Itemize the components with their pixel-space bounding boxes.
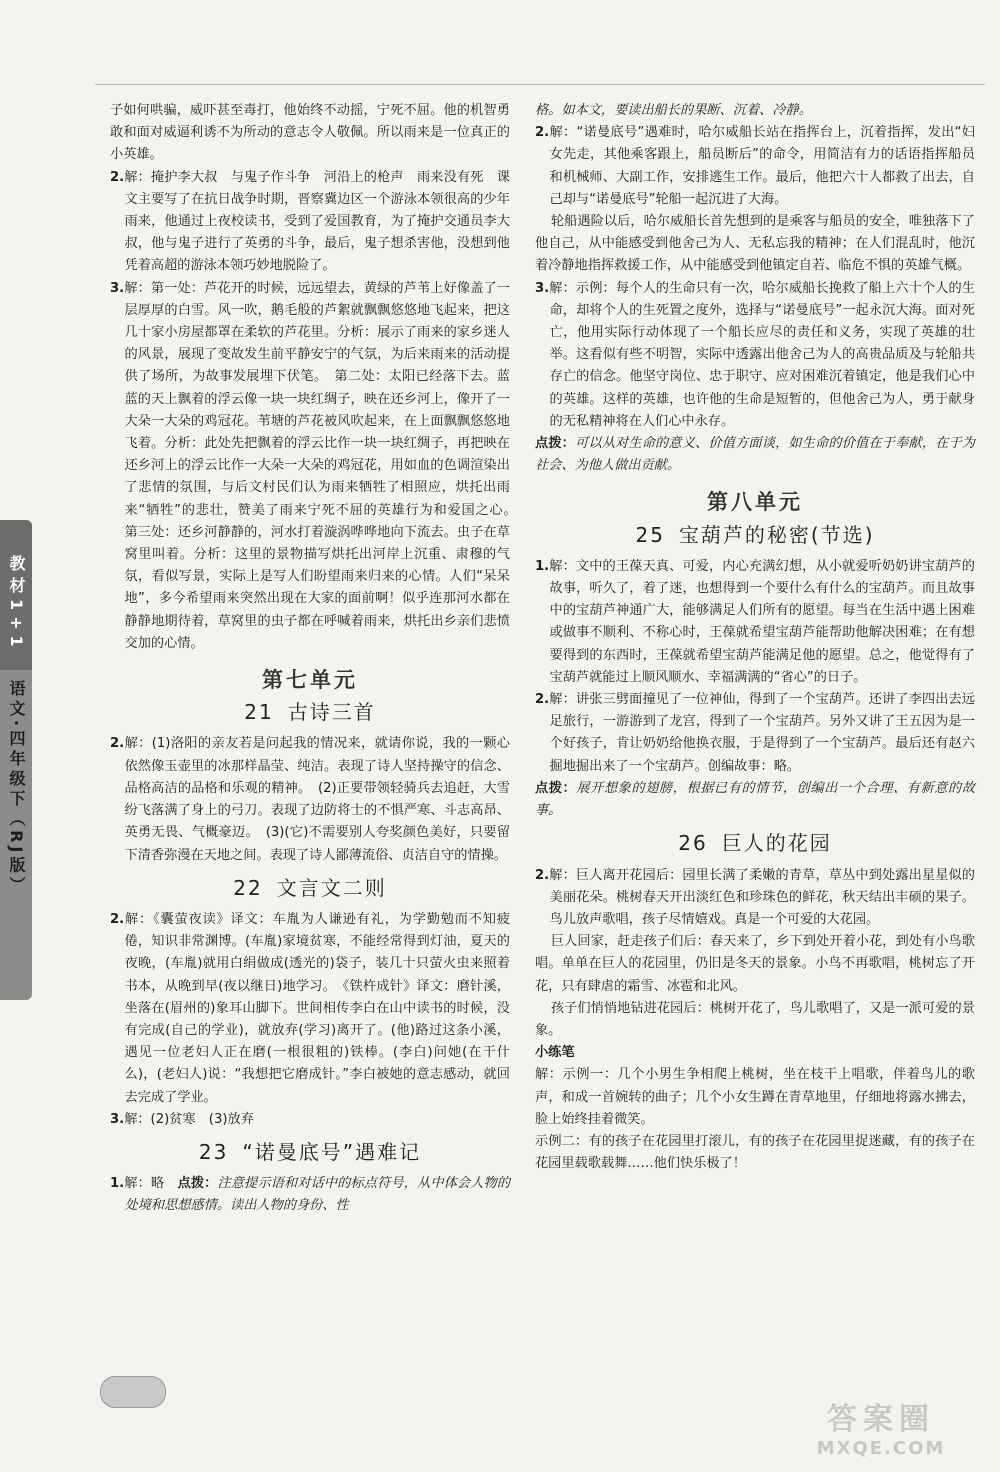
paragraph: 孩子们悄悄地钻进花园后：桃树开花了，鸟儿歌唱了，又是一派可爱的景象。 bbox=[535, 1000, 975, 1038]
answer-text: 解：文中的王葆天真、可爱，内心充满幻想，从小就爱听奶奶讲宝葫芦的故事，听久了，着了迷，也想得到一个要什么有什么的宝葫芦。而且故事中的宝葫芦神通广大，能够满足人们所有的愿望。每当在生活中遇上困难或做事不顺利、不称心时，王葆就希望宝葫芦能帮助他解决困难；在有想要得到的东西时，王葆就希望宝葫芦能满足他的愿望。总之，他觉得有了宝葫芦就能过上顺风顺水、幸福满满的“省心”的日子。 bbox=[549, 558, 975, 685]
lesson-number: 21 bbox=[244, 700, 274, 725]
paragraph: 解：示例一：几个小男生争相爬上桃树，坐在枝干上唱歌，伴着鸟儿的歌声，和成一首婉转的曲子；几个小女生蹲在青草地里，仔细地将露水拂去，脸上始终挂着微笑。 bbox=[535, 1067, 975, 1127]
item-number: 2. bbox=[110, 911, 125, 927]
item-number: 1. bbox=[535, 558, 550, 574]
item-number: 2. bbox=[535, 867, 550, 883]
item-number: 1. bbox=[110, 1176, 125, 1192]
lesson-title: 文言文二则 bbox=[276, 875, 387, 900]
answer-item bbox=[110, 278, 524, 655]
answer-text: 解：掩护李大叔 与鬼子作斗争 河沿上的枪声 雨来没有死 课文主要写了在抗日战争时期，晋察冀边区一个游泳本领很高的少年雨来，他通过上夜校读书，受到了爱国教育，为了掩护交通员李大叔，他与鬼子进行了英勇的斗争，最后，鬼子想杀害他，没想到他凭着高超的游泳本领巧妙地脱险了。 bbox=[124, 169, 510, 274]
item-number: 2. bbox=[110, 736, 125, 752]
answer-text: 解：略 bbox=[124, 1176, 178, 1192]
lesson-heading bbox=[535, 832, 975, 854]
answer-item bbox=[110, 1109, 510, 1131]
lesson-number: 22 bbox=[233, 875, 263, 900]
side-tab bbox=[0, 520, 32, 1000]
section-label: 小练笔 bbox=[535, 1045, 575, 1061]
lesson-number: 26 bbox=[678, 831, 708, 856]
right-column bbox=[535, 100, 975, 1175]
answer-item bbox=[535, 556, 975, 689]
answer-text: 解：巨人离开花园后：园里长满了柔嫩的青草，草丛中到处露出星星似的美丽花朵。桃树春天开出淡红色和珍珠色的鲜花，秋天结出丰硕的果子。鸟儿放声歌唱，孩子尽情嬉戏。真是一个可爱的大花园。 bbox=[549, 867, 975, 927]
watermark-url: MXQE.COM bbox=[816, 1438, 946, 1459]
answer-text: 解：第一处：芦花开的时候，远远望去，黄绿的芦苇上好像盖了一层厚厚的白雪。风一吹，鹅毛般的芦絮就飘飘悠悠地飞起来，把这几十家小房屋都罩在柔软的芦花里。分析：展示了雨来的家乡迷人的风景，展现了变故发生前平静安宁的气氛，为后来雨来的活动提供了场所，为故事发展埋下伏笔。 第二处：太阳已经落下去。蓝蓝的天上飘着的浮云像一块一块红绸子，映在还乡河上，像开了一大朵一大朵的鸡冠花。苇塘的芦花被风吹起来，在上面飘飘悠悠地飞着。分析：此处先把飘着的浮云比作一块一块红绸子，再把映在还乡河上的浮云比作一大朵一大朵的鸡冠花，用如血的色调渲染出了悲情的氛围，与后文村民们认为雨来牺牲了相照应，烘托出雨来“牺牲”的悲壮，赞美了雨来宁死不屈的英雄行为和爱国之心。 第三处：还乡河静静的，河水打着漩涡哗哗地向下流去。虫子在草窝里叫着。分析：这里的景物描写烘托出河岸上沉重、肃穆的气氛，看似写景，实际上是写人们盼望雨来归来的心情。人们“呆呆地”，多今希望雨来突然出现在大家的面前啊！似乎连那河水都在静静地期待着，草窝里的虫子都在呼喊着雨来，烘托出乡亲们悲愤交加的心情。 bbox=[124, 280, 524, 651]
answer-item bbox=[535, 865, 975, 932]
tip-body: 可以从对生命的意义、价值方面谈，如生命的价值在于奉献，在于为社会、为他人做出贡献。 bbox=[535, 436, 975, 474]
lesson-heading bbox=[110, 701, 510, 723]
lesson-number: 23 bbox=[198, 1139, 229, 1164]
answer-item bbox=[535, 122, 975, 211]
lesson-title: “诺曼底号”遇难记 bbox=[242, 1139, 422, 1164]
lesson-number: 25 bbox=[635, 522, 665, 547]
answer-item bbox=[535, 689, 975, 778]
item-number: 2. bbox=[535, 125, 550, 141]
answer-item bbox=[110, 909, 510, 1109]
tip-label: 点拨： bbox=[535, 780, 577, 796]
paragraph: 子如何哄骗，威吓甚至毒打，他始终不动摇，宁死不屈。他的机智勇敢和面对威逼利诱不为所动的意志令人敬佩。所以雨来是一位真正的小英雄。 bbox=[110, 103, 510, 163]
tip-label: 点拨： bbox=[535, 436, 576, 452]
side-tab-series: 教材1+1 bbox=[0, 520, 32, 670]
tip-body: 展开想象的翅膀，根据已有的情节，创编出一个合理、有新意的故事。 bbox=[535, 780, 976, 819]
tip-label: 点拨： bbox=[177, 1176, 218, 1192]
left-column bbox=[110, 100, 524, 1218]
page-ornament bbox=[100, 1376, 166, 1408]
answer-text: 解：《囊萤夜读》译文：车胤为人谦逊有礼，为学勤勉而不知疲倦，知识非常渊博。(车胤)家境贫寒，不能经常得到灯油，夏天的夜晚，(车胤)就用白绢做成(透光的)袋子，装几十只萤火虫来照着书本，从晚到早(夜以继日)地学习。 《铁杵成针》译文：磨针溪，坐落在(眉州的)象耳山脚下。世间相传李白在山中读书的时候，没有完成(自己的学业)，就放弃(学习)离开了。(他)路过这条小溪，遇见一位老妇人正在磨(一根很粗的)铁棒。(李白)问她(在干什么)，(老妇人)说：“我想把它磨成针。”李白被她的意志感动，就回去完成了学业。 bbox=[124, 911, 510, 1105]
item-number: 3. bbox=[110, 1111, 125, 1127]
answer-item bbox=[110, 1173, 510, 1217]
answer-text: 解：“诺曼底号”遇难时，哈尔威船长站在指挥台上，沉着指挥，发出“妇女先走，其他乘客跟上，船员断后”的命令，用简洁有力的话语指挥船员和机械师、大副工作，安排逃生工作。最后，他把六十人都救了出去，自己却与“诺曼底号”轮船一起沉进了大海。 bbox=[549, 125, 975, 207]
answer-text: 解：讲张三劈面撞见了一位神仙，得到了一个宝葫芦。还讲了李四出去远足旅行，一游游到了龙宫，得到了一个宝葫芦。另外又讲了王五因为是一个好孩子，肯让奶奶给他换衣服，于是得到了一个宝葫芦。最后还有赵六掘地掘出来了一个宝葫芦。创编故事：略。 bbox=[549, 692, 975, 774]
answer-item bbox=[535, 278, 975, 433]
tip-text bbox=[535, 433, 975, 477]
paragraph: 巨人回家，赶走孩子们后：春天来了，乡下到处开着小花，到处有小鸟歌唱。单单在巨人的花园里，仍旧是冬天的景象。小鸟不再歌唱，桃树忘了开花，只有肆虐的霜雪、冰雹和北风。 bbox=[535, 934, 975, 994]
lesson-title: 古诗三首 bbox=[287, 700, 376, 725]
answer-text: 解：示例：每个人的生命只有一次，哈尔威船长挽救了船上六十个人的生命，却将个人的生死置之度外，选择与“诺曼底号”一起永沉大海。面对死亡，他用实际行动体现了一个船长应尽的责任和义务，实现了英雄的壮举。这看似有些不明智，实际中透露出他舍己为人的高贵品质及与轮船共存亡的信念。他坚守岗位、忠于职守、应对困难沉着镇定，他是我们心中的英雄。这样的英雄，也许他的生命是短暂的，但他舍己为人，勇于献身的无私精神将在人们心中永存。 bbox=[549, 280, 975, 429]
lesson-heading bbox=[110, 1141, 510, 1163]
watermark-logo bbox=[776, 1402, 986, 1462]
answer-text: 解：(2)贫寒 (3)放弃 bbox=[124, 1111, 254, 1127]
tip-body: 注意提示语和对话中的标点符号，从中体会人物的处境和思想感情。读出人物的身份、性 bbox=[124, 1176, 511, 1214]
answer-item bbox=[110, 167, 510, 278]
item-number: 3. bbox=[110, 280, 125, 296]
top-rule bbox=[95, 84, 985, 85]
lesson-title: 巨人的花园 bbox=[721, 831, 832, 856]
answer-text: 解：(1)洛阳的亲友若是问起我的情况来，就请你说，我的一颗心依然像玉壶里的冰那样晶莹、纯洁。表现了诗人坚持操守的信念、品格高洁的品格和乐观的精神。 (2)正要带领轻骑兵去追赶，大雪纷飞落满了身上的弓刀。表现了边防将士的不惧严寒、斗志高昂、英勇无畏、气概豪迈。 (3)(它)不需要别人夸奖颜色美好，只要留下清香弥漫在天地之间。表现了诗人鄙薄流俗、贞洁自守的情操。 bbox=[124, 736, 510, 863]
side-tab-subject: 语文·四年级下（RJ版） bbox=[7, 680, 26, 897]
item-number: 2. bbox=[535, 692, 550, 708]
paragraph: 示例二：有的孩子在花园里打滚儿，有的孩子在花园里捉迷藏，有的孩子在花园里载歌载舞……他们快乐极了！ bbox=[535, 1133, 975, 1172]
unit-heading: 第七单元 bbox=[262, 667, 358, 693]
lesson-heading bbox=[110, 877, 510, 899]
lesson-title: 宝葫芦的秘密(节选) bbox=[678, 522, 875, 547]
item-number: 2. bbox=[110, 169, 125, 185]
unit-heading: 第八单元 bbox=[707, 489, 803, 515]
item-number: 3. bbox=[535, 280, 550, 296]
paragraph: 轮船遇险以后，哈尔威船长首先想到的是乘客与船员的安全，唯独落下了他自己，从中能感受到他舍己为人、无私忘我的精神；在人们混乱时，他沉着冷静地指挥救援工作，从中能感受到他镇定自若、临危不惧的英雄气概。 bbox=[535, 214, 975, 274]
answer-item bbox=[110, 733, 510, 866]
tip-continuation: 格。如本文，要读出船长的果断、沉着、冷静。 bbox=[535, 103, 812, 118]
watermark-text: 答案圈 bbox=[827, 1402, 935, 1437]
tip-text bbox=[125, 1176, 511, 1213]
tip-text bbox=[535, 778, 975, 822]
lesson-heading bbox=[535, 524, 975, 546]
